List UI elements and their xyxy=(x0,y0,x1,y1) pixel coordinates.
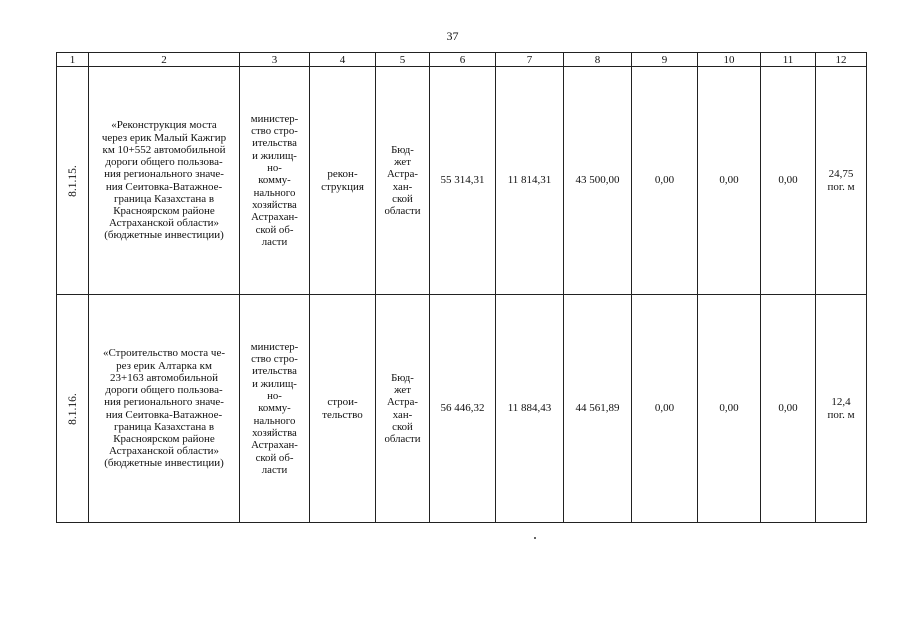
amount-col-7: 11 814,31 xyxy=(496,67,564,295)
column-header: 5 xyxy=(376,53,430,67)
amount-col-10: 0,00 xyxy=(698,67,761,295)
column-header: 6 xyxy=(430,53,496,67)
column-header: 3 xyxy=(240,53,310,67)
executor-cell xyxy=(240,295,310,523)
amount-col-9: 0,00 xyxy=(632,295,698,523)
result-cell xyxy=(816,295,867,523)
amount-col-11: 0,00 xyxy=(761,295,816,523)
row-number-cell xyxy=(57,67,89,295)
result-cell xyxy=(816,67,867,295)
total-amount: 55 314,31 xyxy=(430,67,496,295)
table-row xyxy=(57,295,867,523)
funding-source: Бюд- жет Астра- хан- ской области xyxy=(384,143,421,218)
amount-col-8: 44 561,89 xyxy=(564,295,632,523)
work-type: строи- тельство xyxy=(322,396,363,421)
table-row xyxy=(57,67,867,295)
amount-col-11: 0,00 xyxy=(761,67,816,295)
result-value: 24,75 пог. м xyxy=(827,168,855,193)
project-name: «Реконструкция моста через ерик Малый Кажгир км 10+552 автомобильной дороги общего пользова- ния регионального значе- ния Сеитовка-Ватажное- граница Казахстана в Красноярском районе Астраханской области» (бюджетные инвестиции) xyxy=(101,119,227,242)
executor: министер- ство стро- ительства и жилищ- но- комму- нального хозяйства Астрахан- ской об- ласти xyxy=(250,340,299,476)
column-header: 7 xyxy=(496,53,564,67)
executor: министер- ство стро- ительства и жилищ- но- комму- нального хозяйства Астрахан- ской об- ласти xyxy=(250,112,299,248)
amount-col-7: 11 884,43 xyxy=(496,295,564,523)
row-number: 8.1.16. xyxy=(66,392,79,425)
row-number: 8.1.15. xyxy=(66,164,79,197)
amount-col-9: 0,00 xyxy=(632,67,698,295)
scan-dot xyxy=(534,537,536,539)
column-header: 9 xyxy=(632,53,698,67)
funding-source-cell xyxy=(376,67,430,295)
funding-source: Бюд- жет Астра- хан- ской области xyxy=(384,371,421,446)
result-value: 12,4 пог. м xyxy=(827,396,855,421)
project-name-cell xyxy=(89,295,240,523)
column-header: 11 xyxy=(761,53,816,67)
total-amount: 56 446,32 xyxy=(430,295,496,523)
work-type-cell xyxy=(310,67,376,295)
column-header: 2 xyxy=(89,53,240,67)
work-type: рекон- струкция xyxy=(321,168,364,193)
column-header: 8 xyxy=(564,53,632,67)
column-number-row xyxy=(57,53,867,67)
page-number: 37 xyxy=(446,29,459,43)
amount-col-10: 0,00 xyxy=(698,295,761,523)
amount-col-8: 43 500,00 xyxy=(564,67,632,295)
column-header: 12 xyxy=(816,53,867,67)
column-header: 4 xyxy=(310,53,376,67)
program-table xyxy=(56,52,867,523)
project-name: «Строительство моста че- рез ерик Алтарка км 23+163 автомобильной дороги общего пользова- ния регионального значе- ния Сеитовка-Ватажное- граница Казахстана в Красноярском районе Астраханской области» (бюджетные инвестиции) xyxy=(102,347,226,470)
project-name-cell xyxy=(89,67,240,295)
column-header: 10 xyxy=(698,53,761,67)
work-type-cell xyxy=(310,295,376,523)
funding-source-cell xyxy=(376,295,430,523)
column-header: 1 xyxy=(57,53,89,67)
executor-cell xyxy=(240,67,310,295)
row-number-cell xyxy=(57,295,89,523)
